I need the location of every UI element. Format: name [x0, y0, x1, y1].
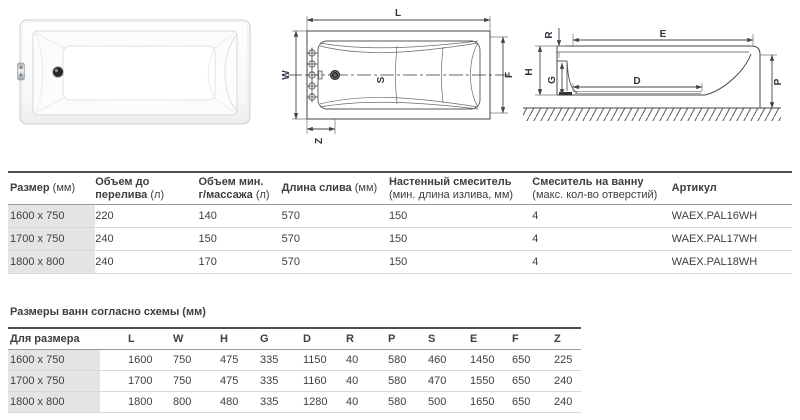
spec-table-header: [8, 172, 792, 205]
inner-left-wall-step: [557, 61, 577, 93]
column-header: E: [470, 333, 478, 345]
table-cell: 570: [281, 256, 301, 268]
table-cell: 4: [532, 210, 539, 222]
table-cell: 650: [512, 396, 531, 408]
table-cell: 1800 x 800: [8, 251, 95, 274]
table-cell: 40: [346, 375, 359, 387]
table-cell: 480: [220, 396, 239, 408]
table-cell: 240: [95, 256, 114, 268]
column-header: Длина слива (мм): [281, 182, 378, 195]
table-cell: 220: [95, 210, 114, 222]
basin-floor: [63, 46, 215, 100]
column-header: R: [346, 333, 354, 345]
dim-label-G: G: [547, 76, 558, 84]
column-header: Смеситель на ванну (макс. кол-во отверстий): [532, 176, 658, 201]
table-cell: 1550: [470, 375, 495, 387]
table-row: [8, 205, 792, 228]
column-header: Настенный смеситель (мин. длина излива, мм): [388, 176, 514, 201]
table-cell: 1600 x 750: [8, 205, 95, 228]
table-cell: 1600: [128, 354, 153, 366]
table-cell: 225: [554, 354, 573, 366]
spec-table: [8, 171, 792, 274]
overflow-icon: [18, 63, 25, 80]
side-view-drawing: [515, 0, 800, 155]
dim-label-D: D: [633, 76, 641, 87]
table-cell: 750: [173, 375, 192, 387]
top-view-svg: [280, 0, 515, 150]
table-cell: 580: [388, 354, 407, 366]
bathtub-photo-image: [6, 4, 256, 140]
column-header: H: [220, 333, 228, 345]
table-cell: 150: [388, 233, 408, 245]
table-row: [8, 228, 792, 251]
column-header: L: [128, 333, 135, 345]
dim-label-Z: Z: [314, 137, 325, 145]
table-cell: 4: [532, 256, 539, 268]
table-cell: 1450: [470, 354, 495, 366]
table-cell: 1700 x 750: [8, 228, 95, 251]
drain-symbol: [330, 70, 340, 80]
dims-table-header: [8, 328, 581, 350]
table-row: [8, 371, 581, 392]
dim-label-L: L: [394, 8, 402, 19]
column-header: Размер (мм): [10, 182, 76, 195]
column-header: G: [260, 333, 269, 345]
bathtub-photo: [6, 4, 256, 145]
table-cell: 570: [281, 210, 301, 222]
dim-label-F: F: [504, 71, 515, 79]
table-cell: 500: [428, 396, 447, 408]
table-row: [8, 392, 581, 413]
dim-label-P: P: [773, 78, 784, 86]
table-cell: 240: [95, 233, 114, 245]
header-row: [8, 172, 792, 205]
dims-table: [8, 327, 581, 413]
dim-label-H: H: [524, 68, 535, 76]
table-row: [8, 251, 792, 274]
ground-hatch: [523, 108, 781, 121]
spec-table-body: [8, 205, 792, 274]
column-header: Z: [554, 333, 561, 345]
table-cell: 335: [260, 396, 279, 408]
table-cell: 140: [198, 210, 217, 222]
table-cell: 460: [428, 354, 447, 366]
table-cell: 1600 x 750: [8, 350, 128, 371]
tub-rim-and-right-edge: [557, 46, 760, 108]
header-row: [8, 328, 581, 350]
table-cell: 150: [198, 233, 217, 245]
table-cell: 570: [281, 233, 301, 245]
table-cell: 1700: [128, 375, 153, 387]
drain-highlight: [55, 69, 58, 72]
table-cell: 40: [346, 354, 359, 366]
table-cell: 40: [346, 396, 359, 408]
table-cell: 170: [198, 256, 217, 268]
table-cell: 1650: [470, 396, 495, 408]
table-cell: 475: [220, 354, 239, 366]
dim-label-W: W: [281, 70, 292, 80]
table-cell: WAEX.PAL18WH: [671, 256, 758, 268]
side-view-svg: [515, 0, 800, 150]
table-cell: 335: [260, 354, 279, 366]
table-cell: 750: [173, 354, 192, 366]
table-cell: 470: [428, 375, 447, 387]
dim-label-S: S: [376, 76, 387, 84]
column-header: Для размера: [10, 333, 80, 345]
column-header: P: [388, 333, 396, 345]
table-cell: 580: [388, 375, 407, 387]
top-view-drawing: [280, 0, 515, 155]
table-cell: 800: [173, 396, 192, 408]
wall-fitting: [319, 71, 323, 79]
table-cell: 650: [512, 375, 531, 387]
column-header: W: [173, 333, 184, 345]
column-header: Артикул: [671, 182, 717, 195]
table-cell: 1150: [303, 354, 327, 366]
table-cell: 1280: [303, 396, 328, 408]
column-header: S: [428, 333, 436, 345]
dim-label-R: R: [544, 31, 555, 39]
table-cell: 335: [260, 375, 279, 387]
table-cell: 150: [388, 256, 408, 268]
column-header: F: [512, 333, 519, 345]
table-cell: 1800: [128, 396, 153, 408]
table-cell: WAEX.PAL16WH: [671, 210, 758, 222]
table-cell: 1160: [303, 375, 327, 387]
table-cell: 475: [220, 375, 239, 387]
column-header: D: [303, 333, 311, 345]
table-cell: 240: [554, 396, 573, 408]
table-cell: 1700 x 750: [8, 371, 128, 392]
tub-leg: [559, 92, 572, 96]
table-row: [8, 350, 581, 371]
inner-bottom-lines: [573, 92, 702, 94]
table-cell: 4: [532, 233, 539, 245]
table-cell: 650: [512, 354, 531, 366]
table-cell: WAEX.PAL17WH: [671, 233, 758, 245]
dims-table-title: Размеры ванн согласно схемы (мм): [10, 306, 206, 318]
column-header: Объем до перелива (л): [95, 176, 165, 201]
table-cell: 150: [388, 210, 408, 222]
table-cell: 580: [388, 396, 407, 408]
dims-table-body: [8, 350, 581, 413]
column-header: Объем мин. г/массажа (л): [198, 176, 270, 201]
dim-label-E: E: [659, 29, 667, 40]
table-cell: 1800 x 800: [8, 392, 128, 413]
table-cell: 240: [554, 375, 573, 387]
